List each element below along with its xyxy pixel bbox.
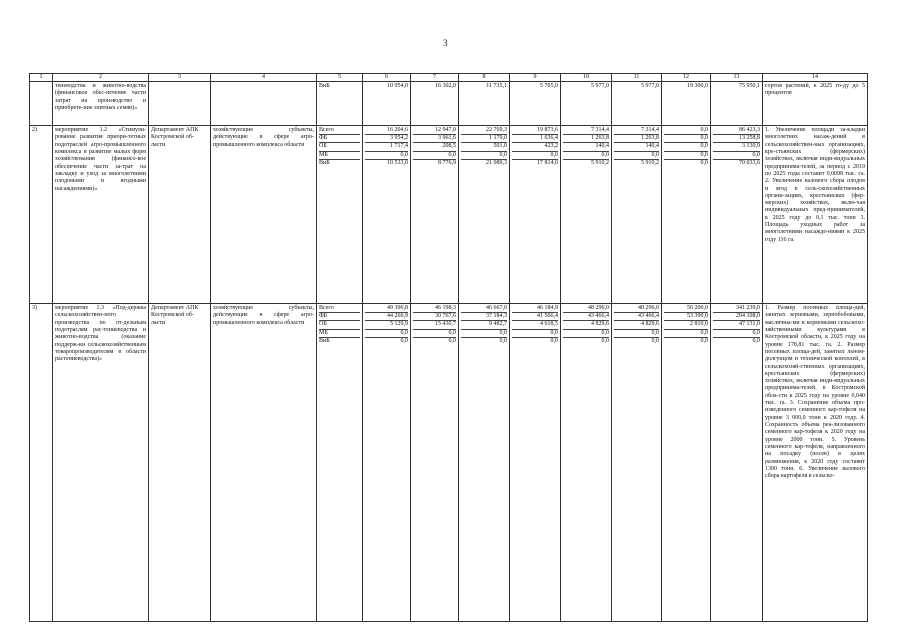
value-cell: 4 829,6 (563, 321, 609, 329)
header-cell: 14 (763, 74, 868, 82)
funding-source: ВиБ (319, 83, 330, 89)
value-cell: 5 977,0 (591, 83, 609, 89)
value-cell: 0,0 (448, 337, 456, 344)
value-cell: 46 198,3 (413, 305, 456, 313)
value-cell: 3 954,2 (365, 135, 408, 143)
value-cell: 46 667,0 (461, 305, 507, 313)
value-cell: 1 636,4 (512, 135, 558, 143)
value-cell: 86 423,3 (713, 127, 760, 135)
value-cell: 1 263,8 (563, 135, 609, 143)
value-cell: 43 466,4 (563, 313, 609, 321)
header-cell: 9 (510, 74, 561, 82)
value-cell: 0,0 (550, 337, 558, 344)
value-cell: 341 239,0 (713, 305, 760, 313)
funding-source: ФБ (319, 313, 360, 321)
funding-source: Всего (319, 305, 360, 313)
expected-results: сортов растений, к 2025 го-ду до 5 процентов (763, 82, 868, 126)
value-cell: 1 263,8 (614, 135, 659, 143)
value-cell: 0,0 (664, 330, 708, 338)
header-cell: 1 (30, 74, 53, 82)
value-cell: 5 705,0 (540, 83, 558, 89)
value-cell: 10 533,0 (387, 159, 408, 166)
value-cell: 15 430,7 (413, 321, 456, 329)
funding-source: ОБ (319, 143, 360, 151)
value-cell: 7 314,4 (563, 127, 609, 135)
header-cell: 7 (411, 74, 459, 82)
value-cell: 0,0 (700, 159, 708, 166)
participants (211, 82, 317, 126)
value-cell: 0,0 (563, 330, 609, 338)
header-cell: 8 (459, 74, 510, 82)
value-cell: 0,0 (499, 337, 507, 344)
value-cell: 0,0 (512, 152, 558, 160)
header-cell: 12 (662, 74, 711, 82)
value-cell: 0,0 (713, 152, 760, 160)
value-cell: 44 266,9 (365, 313, 408, 321)
value-cell: 0,0 (752, 337, 760, 344)
value-cell: 3 961,6 (413, 135, 456, 143)
value-cell: 2 810,0 (664, 321, 708, 329)
header-cell: 5 (317, 74, 363, 82)
row-number: 2) (30, 126, 53, 304)
value-cell: 46 184,9 (512, 305, 558, 313)
expected-results: 1. Увеличение площади за-кладки многолетних насаж-дений в сельскохозяйствен-ных организациях, кре-стьянских (фермерских) хозяйствах, включая инди-видуальных предпринима-телей, за период с 2019 по 2025 годы составит 0,0098 тыс. га. 2. Увеличение валового сбора плодов и ягод в сель-скохозяйственных органи-зациях, крестьянских (фер-мерских) хозяйствах, вклю-чая индивидуальных пред-принимателей, к 2025 году до 0,1 тыс. тонн 3. Площадь уходных работ за многолетними насажде-ниями к 2025 году 116 га. (763, 126, 868, 304)
value-cell: 48 296,0 (614, 305, 659, 313)
value-cell: 5 910,2 (641, 159, 659, 166)
value-cell: 37 184,3 (461, 313, 507, 321)
header-cell: 2 (53, 74, 149, 82)
value-cell: 0,0 (365, 330, 408, 338)
value-cell: 7 314,4 (614, 127, 659, 135)
funding-source: Всего (319, 127, 360, 135)
value-cell: 5 977,0 (641, 83, 659, 89)
funding-source: МБ (319, 152, 360, 160)
value-cell: 49 396,8 (365, 305, 408, 313)
value-cell: 140,4 (614, 143, 659, 151)
header-row (30, 74, 868, 82)
funding-source: ФБ (319, 135, 360, 143)
header-cell: 4 (211, 74, 317, 82)
value-cell: 48 296,0 (563, 305, 609, 313)
value-cell: 0,0 (413, 330, 456, 338)
value-cell: 0,0 (563, 152, 609, 160)
value-cell: 70 033,6 (739, 159, 760, 166)
table-row (30, 126, 868, 304)
value-cell: 423,2 (512, 143, 558, 151)
value-cell: 10 954,0 (387, 83, 408, 89)
row-number: 3) (30, 304, 53, 622)
value-cell: 208,5 (413, 143, 456, 151)
value-cell: 0,0 (601, 337, 609, 344)
page-number: 3 (443, 38, 448, 48)
value-cell: 47 131,0 (713, 321, 760, 329)
value-cell: 501,0 (461, 143, 507, 151)
value-cell: 16 302,0 (435, 83, 456, 89)
value-cell: 19 300,0 (687, 83, 708, 89)
header-cell: 11 (612, 74, 662, 82)
activity-name: мероприятие 1.2 «Стимули-рование развития приори-тетных подотраслей агро-промышленного комплекса и развитие малых форм хозяйствования (финансо-вое обеспечение части за-трат на закладку и уход за многолетними плодовыми и ягодными насаждениями)» (53, 126, 149, 304)
value-cell: 0,0 (664, 127, 708, 135)
value-cell: 16 204,6 (365, 127, 408, 135)
value-cell: 0,0 (713, 330, 760, 338)
funding-source: МБ (319, 330, 360, 338)
responsible: Департамент АПК Костромской об-ласти (149, 126, 211, 304)
value-cell: 53 390,0 (664, 313, 708, 321)
value-cell: 8 776,9 (438, 159, 456, 166)
value-cell: 140,4 (563, 143, 609, 151)
program-table (29, 73, 868, 622)
participants: хозяйствующие субъекты, действующие в сфере агро-промышленного комплекса области (211, 304, 317, 622)
participants: хозяйствующие субъекты, действующие в сфере агро-промышленного комплекса области (211, 126, 317, 304)
value-cell: 13 258,8 (713, 135, 760, 143)
header-cell: 6 (363, 74, 411, 82)
value-cell: 75 950,1 (739, 83, 760, 89)
value-cell: 19 873,6 (512, 127, 558, 135)
value-cell: 0,0 (700, 337, 708, 344)
value-cell: 5 910,2 (591, 159, 609, 166)
value-cell: 0,0 (664, 152, 708, 160)
value-cell: 0,0 (664, 135, 708, 143)
expected-results: 1. Размер посевных площа-дей, занятых зерновыми, зернобобовыми, масличны-ми и кормовыми сельскохо-зяйственными культурами в Костромской области, к 2025 году на уровне 178,81 тыс. га. 2. Размер посевных площа-дей, занятых льном-долгунцом и технической коноплей, в сельскохозяй-ственных организациях, крестьянских (фермерских) хозяйствах, включая инди-видуальных предпринима-телей, в Костромской обла-сти к 2025 году на уровне 0,040 тыс. га. 3. Сохранение объема про-изведенного семенного кар-тофеля на уровне 3 000,0 тонн к 2020 году. 4. Сохранность объема реа-лизованного семенного кар-тофеля к 2020 году на уровне 2000 тонн. 5. Уровень семенного кар-тофеля, направленного на посадку (посев) в целях размножения, к 2020 году составит 1300 тонн. 6. Увеличение валового сбора картофеля в сельско- (763, 304, 868, 622)
value-cell: 0,0 (651, 337, 659, 344)
responsible: Департамент АПК Костромской об-ласти (149, 304, 211, 622)
value-cell: 4 618,5 (512, 321, 558, 329)
funding-source: ВиБ (319, 159, 330, 166)
value-cell: 56 200,0 (664, 305, 708, 313)
value-cell: 0,0 (365, 152, 408, 160)
value-cell: 5 129,9 (365, 321, 408, 329)
value-cell: 0,0 (614, 152, 659, 160)
funding-source: ОБ (319, 321, 360, 329)
value-cell: 9 482,7 (461, 321, 507, 329)
responsible (149, 82, 211, 126)
funding-source: ВиБ (319, 337, 330, 344)
table-row (30, 82, 868, 126)
row-number (30, 82, 53, 126)
value-cell: 0,0 (413, 152, 456, 160)
value-cell: 1 179,0 (461, 135, 507, 143)
value-cell: 11 735,1 (486, 83, 507, 89)
value-cell: 41 566,4 (512, 313, 558, 321)
table-row (30, 304, 868, 622)
value-cell: 4 829,6 (614, 321, 659, 329)
value-cell: 22 769,3 (461, 127, 507, 135)
value-cell: 21 089,3 (486, 159, 507, 166)
value-cell: 3 130,9 (713, 143, 760, 151)
value-cell: 0,0 (461, 330, 507, 338)
header-cell: 10 (561, 74, 612, 82)
header-cell: 13 (711, 74, 763, 82)
activity-name: мероприятие 1.3 «Под-держка сельскохозяйствен-ного производства по от-дельным подотраслям рас-тениеводства и животно-водства (оказание поддерж-ки сельскохозяйственным товаропроизводителям в области растениеводства)» (53, 304, 149, 622)
value-cell: 0,0 (512, 330, 558, 338)
value-cell: 0,0 (400, 337, 408, 344)
value-cell: 0,0 (461, 152, 507, 160)
value-cell: 294 108,0 (713, 313, 760, 321)
value-cell: 30 767,6 (413, 313, 456, 321)
header-cell: 3 (149, 74, 211, 82)
activity-name: теневодства и животно-водства (финансовое обес-печение части затрат на производство и приобрете-ние элитных семян)» (53, 82, 149, 126)
value-cell: 0,0 (664, 143, 708, 151)
value-cell: 17 814,0 (537, 159, 558, 166)
value-cell: 1 717,4 (365, 143, 408, 151)
value-cell: 0,0 (614, 330, 659, 338)
value-cell: 43 466,4 (614, 313, 659, 321)
value-cell: 12 947,0 (413, 127, 456, 135)
